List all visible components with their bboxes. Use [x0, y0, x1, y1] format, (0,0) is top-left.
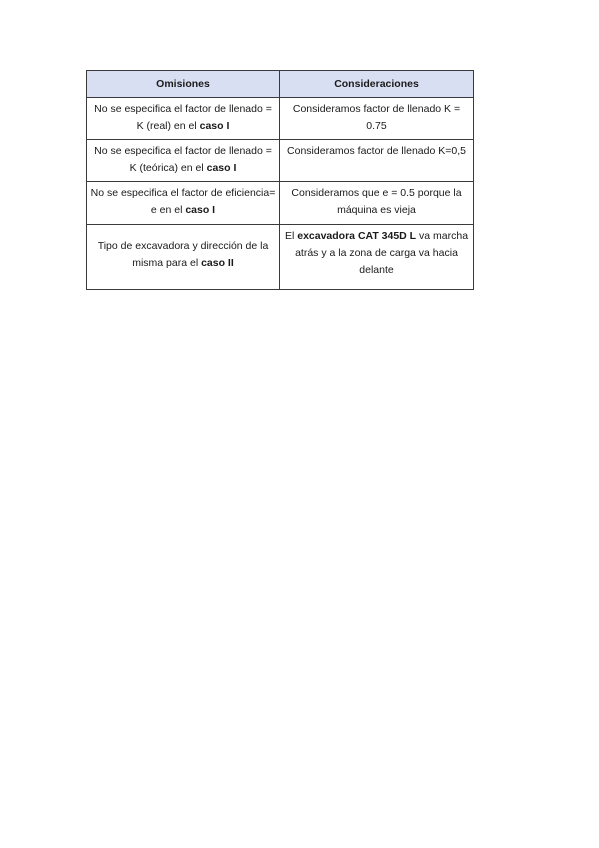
consideracion-cell — [280, 140, 474, 182]
table-row — [87, 140, 474, 182]
consideracion-cell — [280, 182, 474, 225]
consideracion-text-after: va marcha atrás y a la zona de carga va hacia delante — [295, 230, 469, 276]
header-omisiones: Omisiones — [87, 71, 280, 98]
omision-text: No se especifica el factor de eficiencia= e en el — [90, 187, 276, 216]
omision-case: caso I — [185, 204, 216, 216]
omision-case: caso I — [206, 162, 237, 174]
consideracion-cell — [280, 225, 474, 290]
excavator-model: excavadora CAT 345D L — [297, 230, 417, 242]
table-row — [87, 98, 474, 140]
omision-cell — [87, 140, 280, 182]
omision-cell — [87, 225, 280, 290]
omision-text: No se especifica el factor de llenado = K (real) en el — [94, 103, 272, 132]
consideracion-text-before: El — [284, 230, 298, 242]
header-consideraciones: Consideraciones — [280, 71, 474, 98]
omissions-table — [86, 70, 474, 290]
omision-text: No se especifica el factor de llenado = K (teórica) en el — [94, 145, 272, 174]
omision-case: caso II — [201, 257, 234, 269]
consideracion-text: Consideramos que e = 0.5 porque la máquina es vieja — [291, 187, 462, 216]
omision-text: Tipo de excavadora y dirección de la misma para el — [97, 240, 269, 269]
consideracion-cell — [280, 98, 474, 140]
consideracion-text: Consideramos factor de llenado K = 0.75 — [292, 103, 461, 132]
table-header-row — [87, 71, 474, 98]
omision-cell — [87, 98, 280, 140]
omision-case: caso I — [199, 120, 230, 132]
table-row — [87, 225, 474, 290]
omision-cell — [87, 182, 280, 225]
consideracion-text: Consideramos factor de llenado K=0,5 — [287, 145, 466, 157]
table-row — [87, 182, 474, 225]
